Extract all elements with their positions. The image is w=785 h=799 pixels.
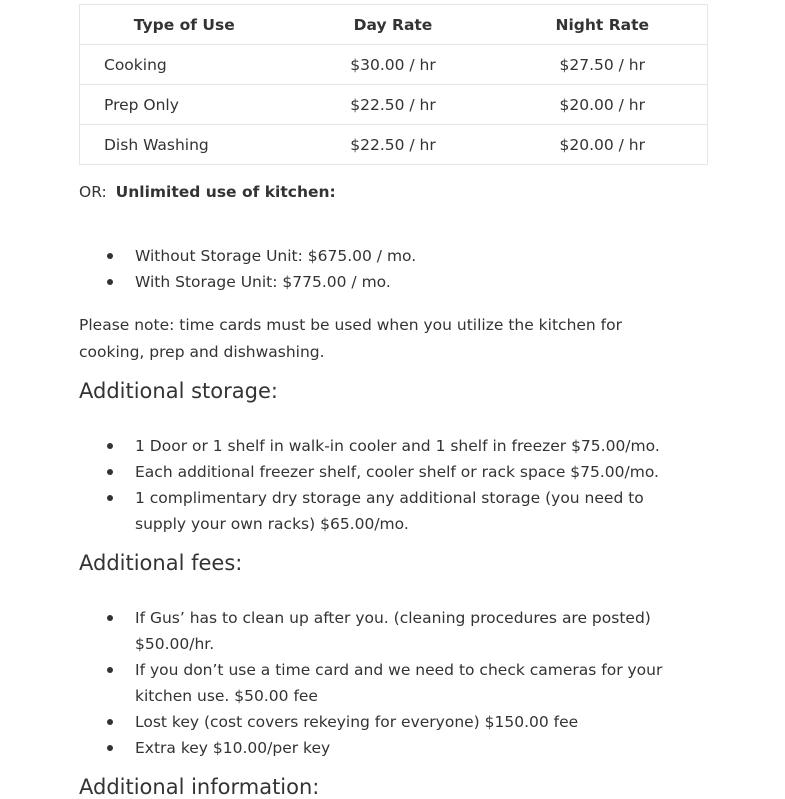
cell-day-rate: $30.00 / hr xyxy=(289,45,498,85)
cell-use: Cooking xyxy=(80,45,289,85)
table-row xyxy=(80,125,708,165)
list-item: 1 Door or 1 shelf in walk-in cooler and 1 shelf in freezer $75.00/mo. xyxy=(79,433,694,459)
list-item: Lost key (cost covers rekeying for everyone) $150.00 fee xyxy=(79,709,694,735)
unlimited-line xyxy=(79,183,336,201)
list-item: If Gus’ has to clean up after you. (cleaning procedures are posted) $50.00/hr. xyxy=(79,605,694,657)
storage-list xyxy=(79,433,694,537)
time-card-note: Please note: time cards must be used when you utilize the kitchen for cooking, prep and dishwashing. xyxy=(79,316,622,361)
cell-use: Dish Washing xyxy=(80,125,289,165)
or-prefix: OR: xyxy=(79,183,107,201)
list-item: Without Storage Unit: $675.00 / mo. xyxy=(79,243,694,269)
header-night-rate: Night Rate xyxy=(498,5,708,45)
cell-night-rate: $20.00 / hr xyxy=(498,125,708,165)
header-type-of-use: Type of Use xyxy=(80,5,289,45)
unlimited-label: Unlimited use of kitchen: xyxy=(115,183,336,201)
table-header-row xyxy=(80,5,708,45)
list-item: Extra key $10.00/per key xyxy=(79,735,694,761)
cell-day-rate: $22.50 / hr xyxy=(289,85,498,125)
cell-night-rate: $27.50 / hr xyxy=(498,45,708,85)
list-item: 1 complimentary dry storage any additional storage (you need to supply your own racks) $65.00/mo. xyxy=(79,485,694,537)
rates-table xyxy=(79,4,708,165)
cell-use: Prep Only xyxy=(80,85,289,125)
fees-heading: Additional fees: xyxy=(79,551,243,575)
list-item: Each additional freezer shelf, cooler shelf or rack space $75.00/mo. xyxy=(79,459,694,485)
table-row xyxy=(80,85,708,125)
cell-night-rate: $20.00 / hr xyxy=(498,85,708,125)
header-day-rate: Day Rate xyxy=(289,5,498,45)
unlimited-list xyxy=(79,243,694,295)
fees-list xyxy=(79,605,694,761)
storage-heading: Additional storage: xyxy=(79,379,278,403)
info-heading: Additional information: xyxy=(79,775,320,799)
cell-day-rate: $22.50 / hr xyxy=(289,125,498,165)
list-item: If you don’t use a time card and we need to check cameras for your kitchen use. $50.00 fee xyxy=(79,657,694,709)
list-item: With Storage Unit: $775.00 / mo. xyxy=(79,269,694,295)
table-row xyxy=(80,45,708,85)
